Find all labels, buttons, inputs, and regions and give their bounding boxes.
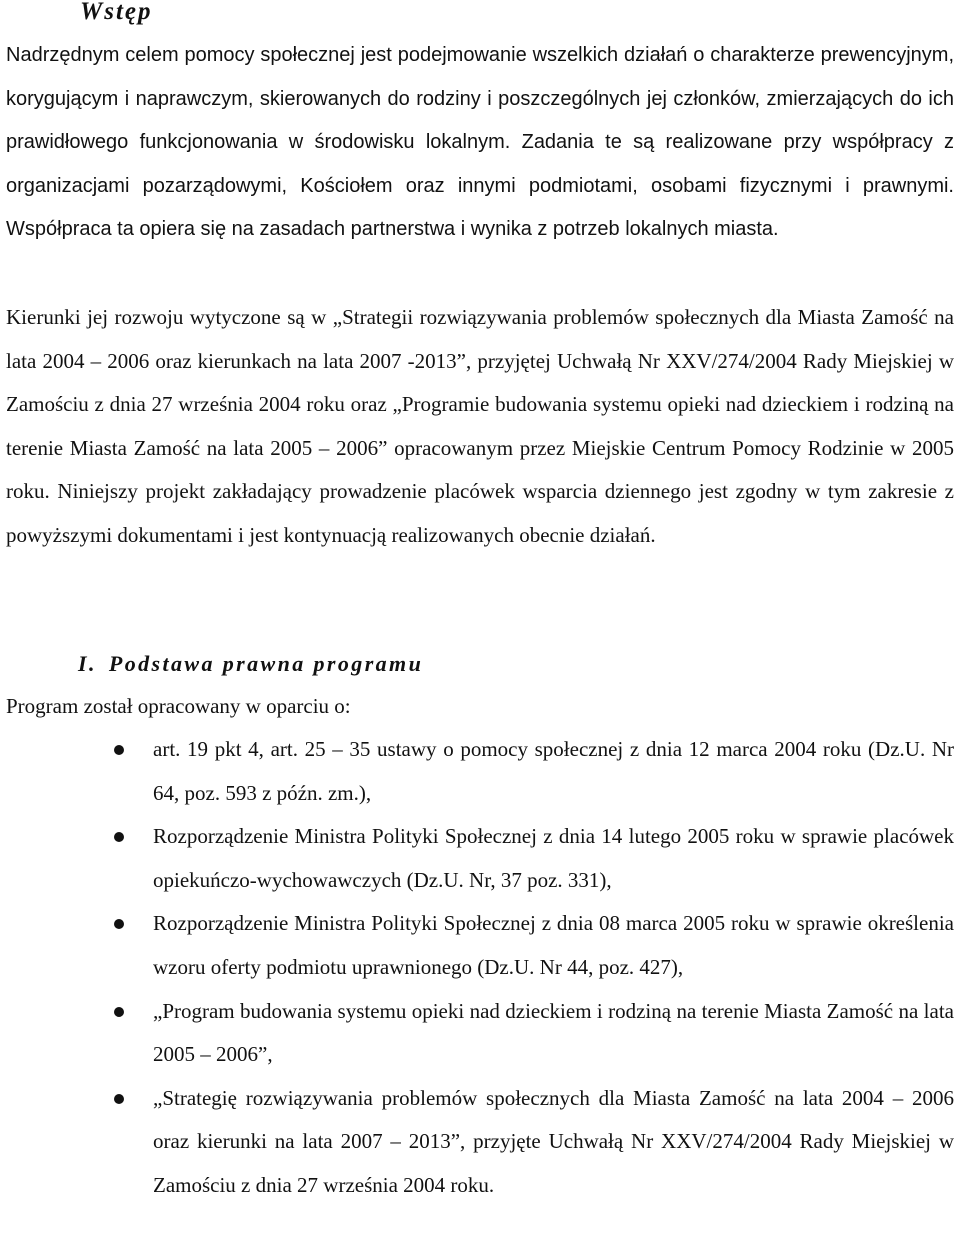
- bullet-icon: [114, 1094, 124, 1104]
- section-heading: [78, 648, 423, 680]
- section-intro: Program został opracowany w oparciu o:: [6, 694, 351, 718]
- section-number: I.: [78, 651, 97, 676]
- list-item-text: „Program budowania systemu opieki nad dzieckiem i rodziną na terenie Miasta Zamość na lata 2005 – 2006”,: [153, 998, 954, 1067]
- list-item: [0, 728, 960, 815]
- list-item: [0, 990, 960, 1077]
- section-title-text: Podstawa prawna programu: [108, 651, 424, 676]
- bullet-icon: [114, 919, 124, 929]
- list-item-text: art. 19 pkt 4, art. 25 – 35 ustawy o pomocy społecznej z dnia 12 marca 2004 roku (Dz.U. Nr 64, poz. 593 z późn. zm.),: [153, 737, 954, 805]
- list-item-text: Rozporządzenie Ministra Polityki Społecznej z dnia 14 lutego 2005 roku w sprawie placówek opiekuńczo-wychowawczych (Dz.U. Nr, 37 poz. 331),: [153, 824, 954, 892]
- list-item-text: Rozporządzenie Ministra Polityki Społecznej z dnia 08 marca 2005 roku w sprawie określenia wzoru oferty podmiotu uprawnionego (Dz.U. Nr 44, poz. 427),: [153, 911, 954, 979]
- paragraph-intro: Nadrzędnym celem pomocy społecznej jest podejmowanie wszelkich działań o charakterze prewencyjnym, korygującym i naprawczym, skierowanych do rodziny i poszczególnych jej członków, zmierzających do ich prawidłowego funkcjonowania w środowisku lokalnym. Zadania te są realizowane przy współpracy z organizacjami pozarządowymi, Kościołem oraz innymi podmiotami, osobami fizycznymi i prawnymi. Współpraca ta opiera się na zasadach partnerstwa i wynika z potrzeb lokalnych miasta.: [6, 44, 954, 241]
- list-item-text: „Strategię rozwiązywania problemów społecznych dla Miasta Zamość na lata 2004 – 2006 oraz kierunki na lata 2007 – 2013”, przyjęte Uchwałą Nr XXV/274/2004 Rady Miejskiej w Zamościu z dnia 27 września 2004 roku.: [153, 1085, 954, 1197]
- list-item: [0, 815, 960, 902]
- paragraph-directions: Kierunki jej rozwoju wytyczone są w „Strategii rozwiązywania problemów społecznych dla Miasta Zamość na lata 2004 – 2006 oraz kierunkach na lata 2007 -2013”, przyjętej Uchwałą Nr XXV/274/2004 Rady Miejskiej w Zamościu z dnia 27 września 2004 roku oraz „Programie budowania systemu opieki nad dzieckiem i rodziną na terenie Miasta Zamość na lata 2005 – 2006” opracowanym przez Miejskie Centrum Pomocy Rodzinie w 2005 roku. Niniejszy projekt zakładający prowadzenie placówek wsparcia dziennego jest zgodny w tym zakresie z powyższymi dokumentami i jest kontynuacją realizowanych obecnie działań.: [6, 305, 954, 547]
- bullet-icon: [114, 832, 124, 842]
- heading-intro: Wstęp: [80, 0, 153, 25]
- legal-basis-list: [0, 728, 960, 1208]
- bullet-icon: [114, 745, 124, 755]
- list-item: [0, 1077, 960, 1208]
- bullet-icon: [114, 1007, 124, 1017]
- list-item: [0, 902, 960, 989]
